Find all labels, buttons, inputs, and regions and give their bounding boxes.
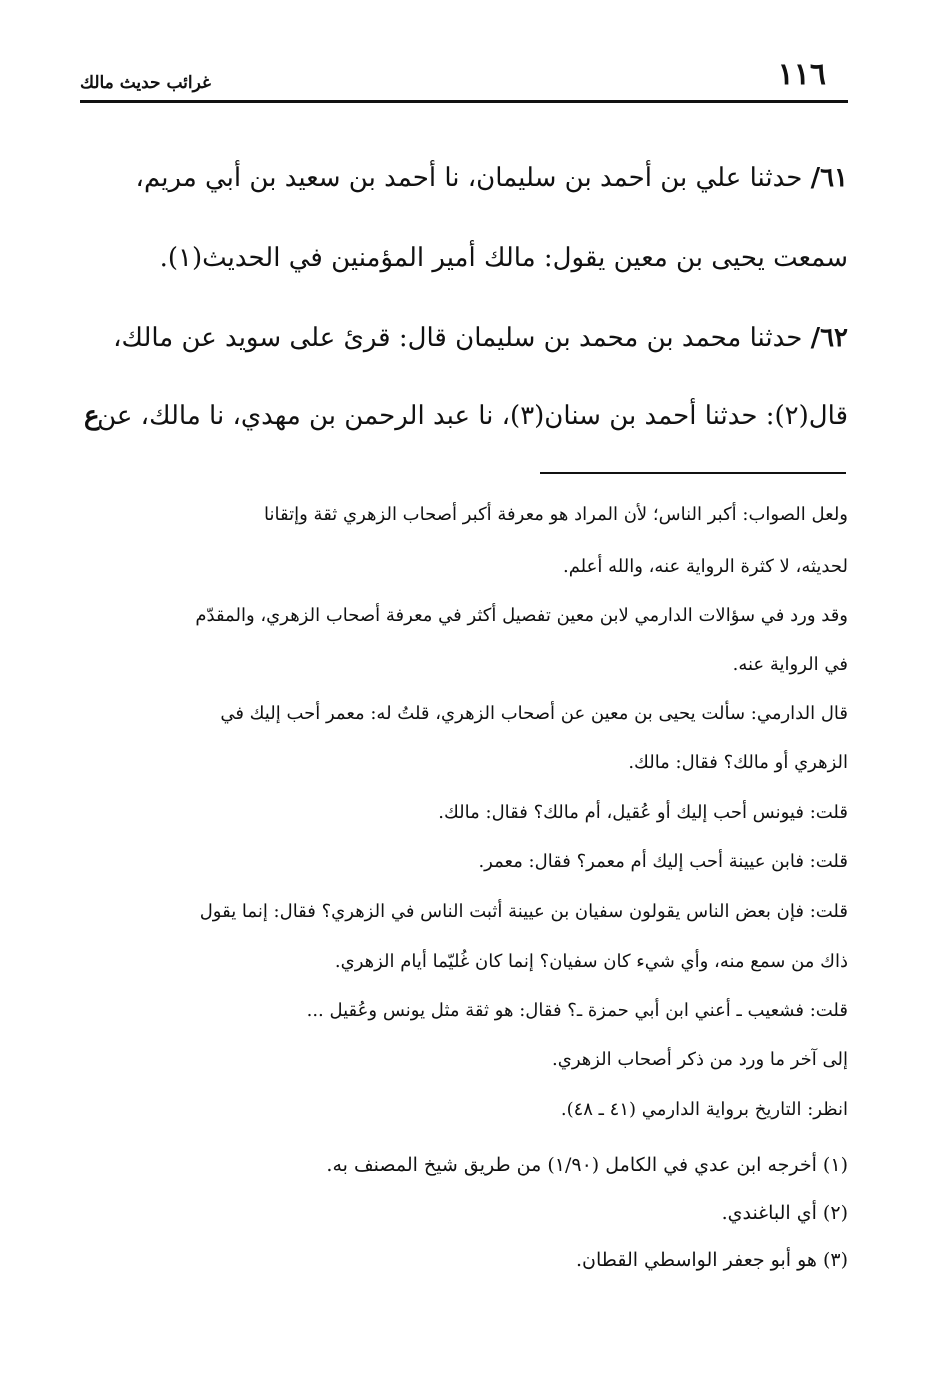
footnote-3: (٣) هو أبو جعفر الواسطي القطان.: [575, 1249, 848, 1271]
footnote-continued-line: قلت: فابن عيينة أحب إليك أم معمر؟ فقال: معمر.: [478, 851, 848, 872]
footnote-continued-line: قال الدارمي: سألت يحيى بن معين عن أصحاب الزهري، قلتُ له: معمر أحب إليك في: [220, 703, 848, 724]
footnote-continued-line: ولعل الصواب: أكبر الناس؛ لأن المراد هو معرفة أكبر أصحاب الزهري ثقة وإتقانا: [264, 504, 848, 525]
hadith-62-number: ٦٢/: [810, 323, 848, 353]
hadith-61-text-1: حدثنا علي بن أحمد بن سليمان، نا أحمد بن سعيد بن أبي مريم،: [135, 163, 803, 193]
margin-mark: ع: [84, 401, 100, 431]
hadith-61-number: ٦١/: [810, 163, 848, 193]
footnote-continued-line: قلت: فيونس أحب إليك أو عُقيل، أم مالك؟ فقال: مالك.: [438, 802, 848, 823]
hadith-62-text-1: حدثنا محمد بن محمد بن سليمان قال: قرئ على سويد عن مالك،: [113, 323, 803, 353]
footnote-continued-line: انظر: التاريخ برواية الدارمي (٤١ ـ ٤٨).: [560, 1099, 848, 1120]
footnote-continued-line: قلت: فشعيب ـ أعني ابن أبي حمزة ـ؟ فقال: هو ثقة مثل يونس وعُقيل ...: [306, 1000, 848, 1021]
hadith-62-line-2: قال(٢): حدثنا أحمد بن سنان(٣)، نا عبد الرحمن بن مهدي، نا مالك، عن: [97, 401, 848, 431]
hadith-61-line-1: [96, 158, 848, 198]
footnote-continued-line: قلت: فإن بعض الناس يقولون سفيان بن عيينة أثبت الناس في الزهري؟ فقال: إنما يقول: [199, 901, 848, 922]
footnote-continued-line: لحديثه، لا كثرة الرواية عنه، والله أعلم.: [562, 556, 848, 577]
footnote-2: (٢) أي الباغندي.: [721, 1202, 848, 1224]
page-number: ١١٦: [777, 57, 826, 92]
hadith-62-line-1: [96, 318, 848, 358]
footnote-continued-line: الزهري أو مالك؟ فقال: مالك.: [628, 752, 848, 773]
footnote-separator: [540, 472, 846, 474]
footnote-continued-line: ذاك من سمع منه، وأي شيء كان سفيان؟ إنما كان غُليّما أيام الزهري.: [334, 951, 848, 972]
running-title: غرائب حديث مالك: [80, 73, 211, 93]
footnote-continued-line: وقد ورد في سؤالات الدارمي لابن معين تفصيل أكثر في معرفة أصحاب الزهري، والمقدّم: [195, 605, 848, 626]
footnote-continued-line: في الرواية عنه.: [732, 654, 848, 675]
page-header: [80, 58, 848, 100]
header-rule: [80, 100, 848, 103]
hadith-61-line-2: سمعت يحيى بن معين يقول: مالك أمير المؤمنين في الحديث(١).: [159, 243, 848, 273]
footnote-continued-line: إلى آخر ما ورد من ذكر أصحاب الزهري.: [552, 1049, 848, 1070]
footnote-1: (١) أخرجه ابن عدي في الكامل (١/٩٠) من طريق شيخ المصنف به.: [326, 1154, 848, 1176]
